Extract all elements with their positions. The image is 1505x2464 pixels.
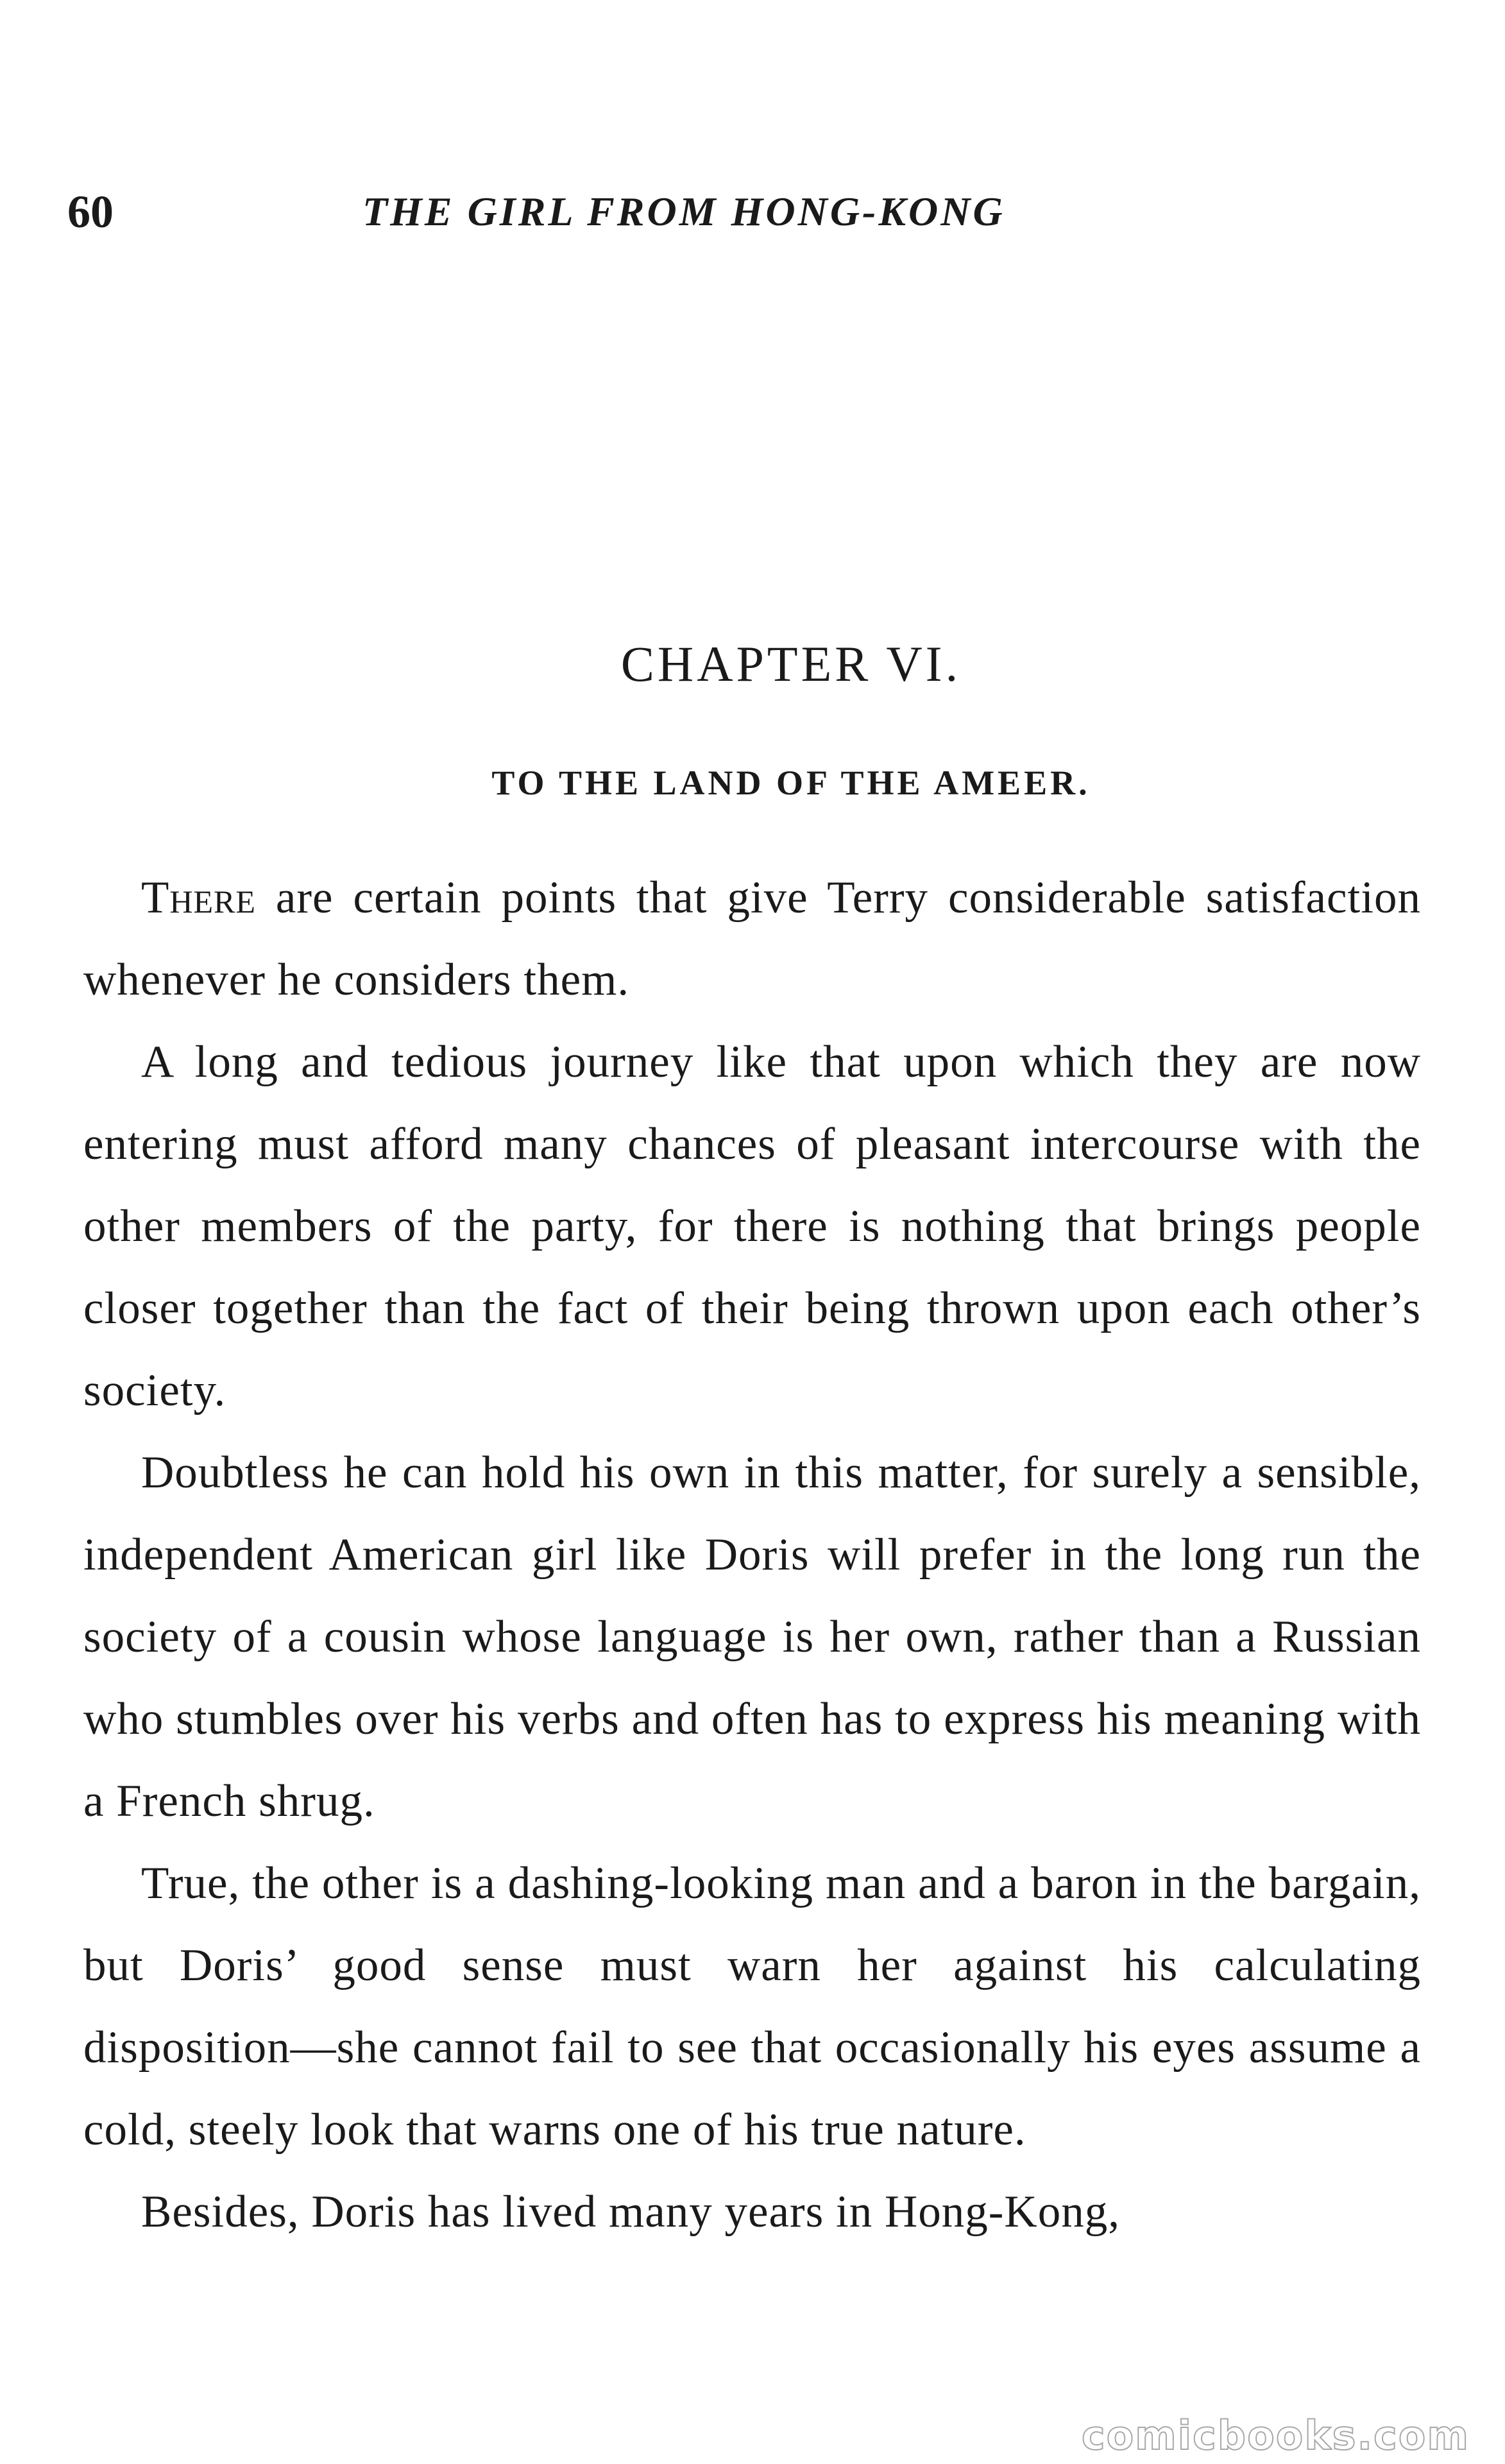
paragraph-5: Besides, Doris has lived many years in Hong-Kong, bbox=[141, 2187, 1120, 2237]
page-number: 60 bbox=[67, 186, 114, 237]
chapter-heading: CHAPTER VI. bbox=[620, 636, 962, 692]
running-title: THE GIRL FROM HONG-KONG bbox=[362, 189, 1005, 234]
paragraph-4: True, the other is a dashing-looking man and a baron in the bargain, but Doris’ good sense must warn her against his calculating disposition—she cannot fail to see that occasionally his eyes assume a cold, steely look that warns one of his true nature. bbox=[83, 1858, 1421, 2155]
chapter-subtitle: TO THE LAND OF THE AMEER. bbox=[491, 764, 1091, 802]
paragraph-lead-word: There bbox=[141, 873, 256, 923]
paragraph-2: A long and tedious journey like that upon which they are now entering must afford many chances of pleasant intercourse with the other members of the party, for there is nothing that brings people closer together than the fact of their being thrown upon each other’s society. bbox=[83, 1037, 1421, 1416]
paragraph-1 bbox=[83, 857, 1421, 1021]
paragraph-1-text: are certain points that give Terry considerable satisfaction whenever he considers them. bbox=[83, 873, 1421, 1005]
running-head bbox=[67, 183, 1447, 241]
body-text bbox=[83, 857, 1421, 2253]
watermark: comicbooks.com bbox=[1081, 2412, 1470, 2459]
paragraph-3: Doubtless he can hold his own in this matter, for surely a sensible, independent American girl like Doris will prefer in the long run the society of a cousin whose language is her own, rather than a Russian who stumbles over his verbs and often has to express his meaning with a French shrug. bbox=[83, 1448, 1421, 1826]
